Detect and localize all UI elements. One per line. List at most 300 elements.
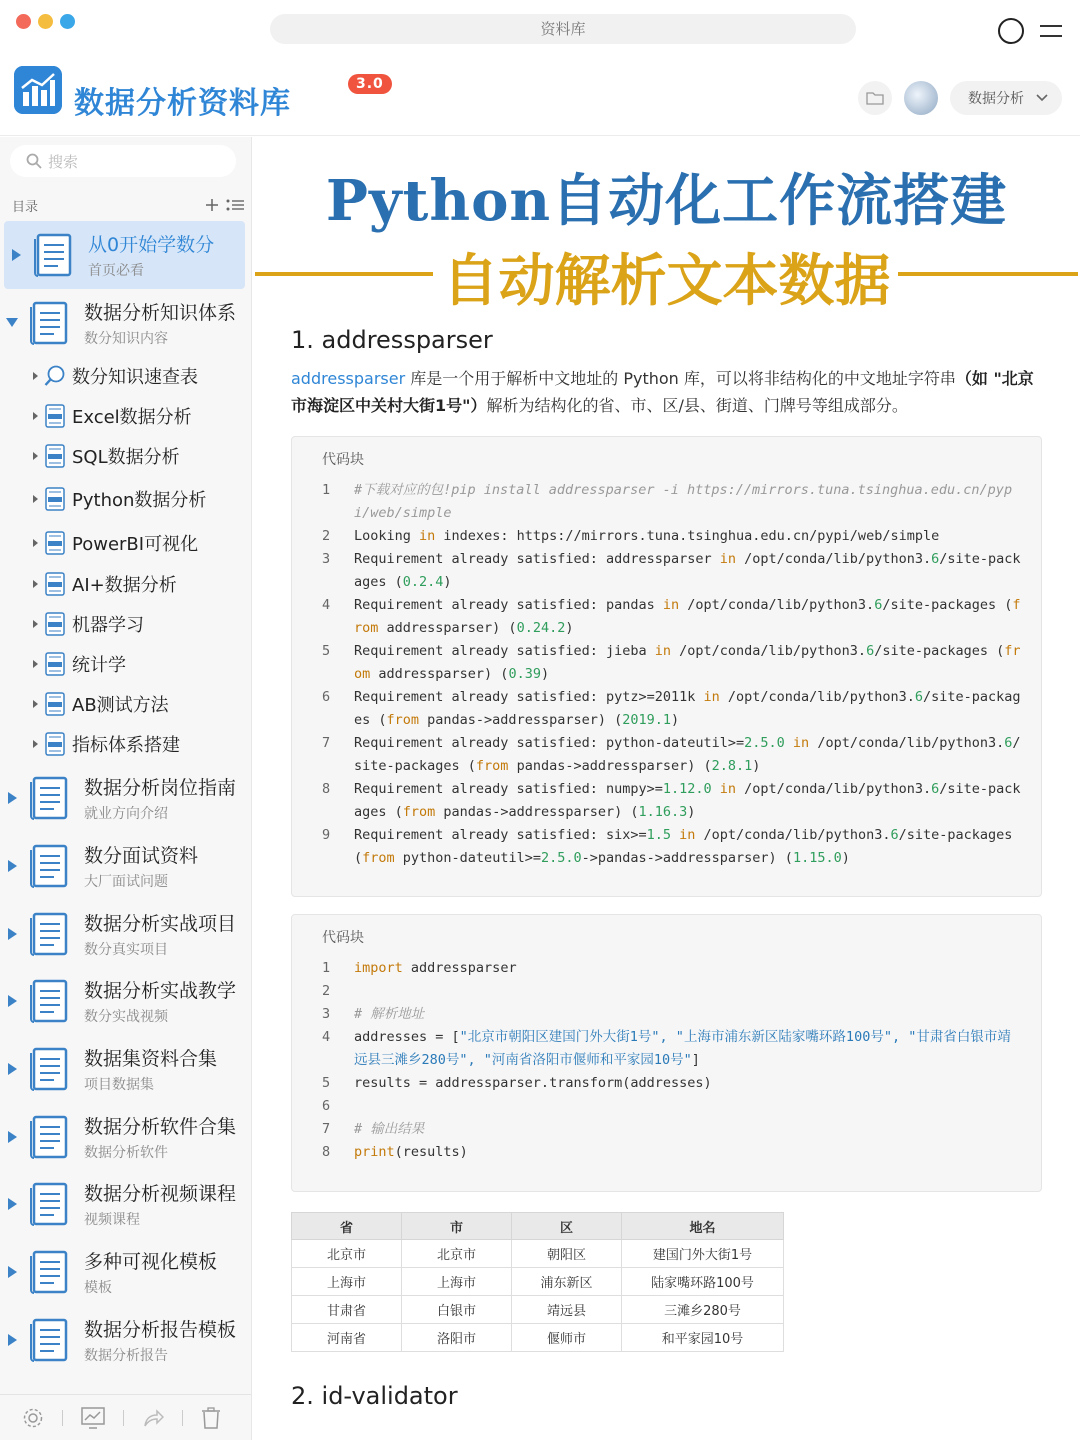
code-text: /site-packages (	[882, 597, 1013, 613]
toc-child-item[interactable]	[0, 476, 251, 522]
code-keyword: in	[654, 643, 671, 659]
toc-child-item[interactable]	[0, 522, 251, 564]
toc-child-label: AI+数据分析	[72, 575, 177, 597]
code-line	[292, 980, 1041, 1003]
expand-caret[interactable]	[30, 620, 40, 628]
toc-child-item[interactable]	[0, 604, 251, 644]
toc-item-subtitle: 数据分析软件	[84, 1144, 168, 1161]
document-icon	[30, 1318, 70, 1362]
line-number: 3	[322, 1006, 331, 1022]
article-content	[253, 137, 1080, 1440]
caret-right-icon	[33, 700, 38, 708]
table-cell: 陆家嘴环路100号	[622, 1268, 784, 1296]
mini-document-icon	[44, 572, 66, 596]
chart-icon[interactable]	[81, 1407, 105, 1429]
intro-paragraph	[291, 365, 1046, 419]
toc-child-label: Excel数据分析	[72, 407, 192, 429]
expand-caret[interactable]	[4, 249, 28, 261]
table-row	[292, 1268, 784, 1296]
toc-child-item[interactable]	[0, 684, 251, 724]
line-number: 8	[322, 1144, 331, 1160]
toc-item[interactable]	[0, 900, 251, 968]
code-text: Requirement already satisfied: jieba	[354, 643, 655, 659]
toc-item-title: 数分面试资料	[84, 844, 199, 867]
code-line	[292, 686, 1041, 732]
toc-group-knowledge[interactable]	[0, 289, 251, 357]
mini-document-icon	[44, 652, 66, 676]
code-line	[292, 732, 1041, 778]
section-heading-2: 2. id-validator	[291, 1382, 458, 1410]
expand-caret[interactable]	[0, 1198, 24, 1210]
code-text: Requirement already satisfied: pytz>=2011k	[354, 689, 704, 705]
caret-right-icon	[33, 372, 38, 380]
line-number: 7	[322, 735, 331, 751]
line-number: 5	[322, 1075, 331, 1091]
code-text: /site-packages (	[354, 781, 1021, 820]
toc-item-active[interactable]	[4, 221, 245, 289]
line-number: 4	[322, 1029, 331, 1045]
code-text: results = addressparser.transform(addresses)	[354, 1075, 712, 1091]
toc-item[interactable]	[0, 1306, 251, 1374]
document-icon	[30, 912, 70, 956]
code-keyword: from	[354, 643, 1021, 682]
code-text: Looking	[354, 528, 420, 544]
workspace-select[interactable]	[950, 81, 1062, 115]
expand-caret[interactable]	[30, 372, 40, 380]
code-text: Requirement already satisfied: addressparser	[354, 551, 720, 567]
toc-item-title: 数据分析岗位指南	[84, 777, 237, 800]
caret-right-icon	[8, 1266, 17, 1278]
line-number: 4	[322, 597, 331, 613]
table-cell: 上海市	[402, 1268, 512, 1296]
line-number: 9	[322, 827, 331, 843]
code-text: /opt/conda/lib/python3.	[719, 689, 915, 705]
window-right-controls	[998, 18, 1062, 44]
search-icon	[26, 153, 42, 169]
code-text: /site-packages (	[354, 827, 1021, 866]
code-number: 0.2.4	[402, 574, 444, 590]
mini-document-icon	[44, 531, 66, 555]
expand-caret[interactable]	[0, 1266, 24, 1278]
search-input[interactable]	[10, 145, 236, 177]
document-icon	[30, 1182, 70, 1226]
code-number: 0.24.2	[516, 620, 566, 636]
table-row	[292, 1324, 784, 1352]
code-keyword: from	[475, 758, 509, 774]
code-text: )	[540, 666, 550, 682]
code-text: indexes: https://mirrors.tuna.tsinghua.edu.cn/pypi/web/simple	[435, 528, 940, 544]
gear-icon[interactable]	[22, 1407, 44, 1429]
line-number: 6	[322, 1098, 331, 1114]
close-dot[interactable]	[16, 14, 31, 29]
table-cell: 和平家园10号	[622, 1324, 784, 1352]
document-icon	[34, 233, 74, 277]
table-cell: 白银市	[402, 1296, 512, 1324]
code-text: /opt/conda/lib/python3.	[809, 735, 1005, 751]
code-number: 2.5.0	[744, 735, 785, 751]
footer-divider	[62, 1410, 63, 1426]
caret-right-icon	[8, 928, 17, 940]
mini-document-icon	[44, 404, 66, 428]
toc-item[interactable]	[0, 967, 251, 1035]
toc-item-title: 数据分析报告模板	[84, 1318, 237, 1341]
code-comment: #下载对应的包!pip install addressparser -i https://mirrors.tuna.tsinghua.edu.cn/pypi/web/simple	[354, 482, 1013, 521]
line-number: 8	[322, 781, 331, 797]
table-cell: 偃师市	[512, 1324, 622, 1352]
code-text: /opt/conda/lib/python3.	[671, 643, 867, 659]
code-keyword: in	[679, 827, 696, 843]
code-comment: # 解析地址	[354, 1006, 425, 1022]
code-number: 0.39	[508, 666, 541, 682]
window-controls	[16, 14, 75, 29]
expand-caret[interactable]	[30, 412, 40, 420]
document-icon	[30, 979, 70, 1023]
toc-child-item[interactable]	[0, 356, 251, 396]
code-number: 6	[890, 827, 899, 843]
line-number: 1	[322, 482, 331, 498]
caret-right-icon	[8, 792, 17, 804]
document-icon	[30, 301, 70, 345]
folder-button[interactable]	[858, 81, 892, 115]
list-toggle-icon[interactable]	[226, 199, 244, 211]
toc-item-title: 从0开始学数分	[88, 233, 215, 256]
caret-right-icon	[12, 249, 21, 261]
expand-caret[interactable]	[30, 495, 40, 503]
code-keyword: in	[719, 781, 737, 797]
table-cell: 上海市	[292, 1268, 402, 1296]
line-number: 3	[322, 551, 331, 567]
caret-right-icon	[8, 860, 17, 872]
code-keyword: in	[703, 689, 720, 705]
trash-icon[interactable]	[201, 1407, 221, 1429]
workspace-label: 数据分析	[968, 91, 1024, 107]
code-text: /opt/conda/lib/python3.	[736, 551, 932, 567]
caret-right-icon	[33, 495, 38, 503]
line-number: 7	[322, 1121, 331, 1137]
toc-item-subtitle: 数分实战视频	[84, 1009, 168, 1026]
document-icon	[30, 1115, 70, 1159]
code-text: )	[671, 712, 680, 728]
expand-caret[interactable]	[30, 580, 40, 588]
code-text: Requirement already satisfied: six>=	[354, 827, 647, 843]
intro-example: （如 "北京市海淀区中关村大街1号"）	[291, 369, 1034, 415]
caret-right-icon	[8, 1131, 17, 1143]
mini-document-icon	[44, 692, 66, 716]
expand-caret[interactable]	[0, 1334, 24, 1346]
toc-item-subtitle: 首页必看	[88, 262, 144, 279]
code-text: /site-packages (	[354, 689, 1021, 728]
code-text: (results)	[394, 1144, 468, 1160]
toc-item-subtitle: 视频课程	[84, 1212, 140, 1229]
toc-label: 目录	[12, 199, 39, 215]
toc-child-item[interactable]	[0, 564, 251, 604]
expand-caret[interactable]	[0, 1063, 24, 1075]
footer-divider	[123, 1410, 124, 1426]
code-text: /opt/conda/lib/python3.	[736, 781, 932, 797]
toc-item-subtitle: 模板	[84, 1280, 112, 1297]
table-cell: 洛阳市	[402, 1324, 512, 1352]
caret-right-icon	[33, 580, 38, 588]
toc-child-label: AB测试方法	[72, 695, 169, 717]
caret-right-icon	[33, 412, 38, 420]
toc-actions	[206, 199, 244, 211]
code-text: )	[443, 574, 452, 590]
toc-item-subtitle: 数分知识内容	[84, 330, 168, 347]
code-line	[292, 957, 1041, 980]
code-keyword: in	[792, 735, 810, 751]
caret-right-icon	[8, 995, 17, 1007]
table-cell: 河南省	[292, 1324, 402, 1352]
table-header-cell: 区	[512, 1213, 622, 1240]
mini-document-icon	[44, 732, 66, 756]
chevron-down-icon	[1036, 94, 1048, 102]
table-row	[292, 1240, 784, 1268]
code-number: 6	[931, 781, 940, 797]
code-line	[292, 1072, 1041, 1095]
code-number: 6	[874, 597, 883, 613]
document-icon	[30, 1250, 70, 1294]
intro-text: 库是一个用于解析中文地址的 Python 库，可以将非结构化的中文地址字符串	[405, 369, 956, 388]
sidebar	[0, 137, 252, 1440]
toc-item-title: 数据分析实战教学	[84, 980, 237, 1003]
avatar[interactable]	[904, 81, 938, 115]
toc-child-label: 指标体系搭建	[72, 735, 180, 757]
code-line	[292, 1095, 1041, 1118]
share-icon[interactable]	[142, 1407, 164, 1429]
expand-caret[interactable]	[0, 995, 24, 1007]
caret-right-icon	[33, 452, 38, 460]
table-header-cell: 市	[402, 1213, 512, 1240]
code-text: /opt/conda/lib/python3.	[695, 827, 891, 843]
code-keyword: print	[354, 1144, 395, 1160]
table-header-cell: 地名	[622, 1213, 784, 1240]
toc-item-subtitle: 数分真实项目	[84, 941, 168, 958]
search-placeholder: 搜索	[48, 152, 79, 171]
document-icon	[30, 1047, 70, 1091]
zoom-dot[interactable]	[60, 14, 75, 29]
document-icon	[30, 844, 70, 888]
code-text: )	[687, 804, 696, 820]
expand-caret[interactable]	[0, 860, 24, 872]
code-text: pandas->addressparser) (	[419, 712, 623, 728]
toc-item[interactable]	[0, 1171, 251, 1239]
code-keyword: import	[354, 960, 403, 976]
code-line	[292, 778, 1041, 824]
toc-child-item[interactable]	[0, 436, 251, 476]
minimize-dot[interactable]	[38, 14, 53, 29]
code-line	[292, 548, 1041, 594]
code-lines	[292, 957, 1041, 1164]
toc-item-subtitle: 数据分析报告	[84, 1347, 168, 1364]
code-text: addresses = [	[354, 1029, 460, 1045]
toc-child-label: 统计学	[72, 655, 126, 677]
code-text: )	[565, 620, 574, 636]
addressparser-link[interactable]: addressparser	[291, 369, 406, 388]
code-text: python-dateutil>=	[394, 850, 541, 866]
line-number: 5	[322, 643, 331, 659]
toc-child-item[interactable]	[0, 644, 251, 684]
caret-right-icon	[33, 740, 38, 748]
intro-text: 解析为结构化的省、市、区/县、街道、门牌号等组成部分。	[486, 396, 908, 415]
toc-item-title: 数据分析知识体系	[84, 301, 237, 324]
toc-child-item[interactable]	[0, 724, 251, 764]
code-number: 1.16.3	[638, 804, 688, 820]
mini-document-icon	[44, 612, 66, 636]
caret-right-icon	[33, 620, 38, 628]
code-keyword: from	[402, 804, 436, 820]
table-row	[292, 1296, 784, 1324]
code-text: /site-packages (	[874, 643, 1005, 659]
toc-item-title: 数据分析实战项目	[84, 912, 237, 935]
code-number: 6	[914, 689, 923, 705]
code-block-label: 代码块	[322, 452, 364, 468]
code-number: 2.8.1	[711, 758, 753, 774]
record-circle-icon[interactable]	[998, 18, 1024, 44]
code-keyword: from	[362, 850, 395, 866]
section-heading-1: 1. addressparser	[291, 326, 493, 354]
expand-caret[interactable]	[30, 740, 40, 748]
result-table	[291, 1212, 784, 1352]
code-text: pandas->addressparser) (	[435, 804, 639, 820]
toc-child-item[interactable]	[0, 396, 251, 436]
code-string: "北京市朝阳区建国门外大街1号", "上海市浦东新区陆家嘴环路100号", "甘肃省白银市靖远县三滩乡280号", "河南省洛阳市偃师和平家园10号"	[354, 1029, 1011, 1068]
expand-caret[interactable]	[0, 1131, 24, 1143]
code-block-label: 代码块	[322, 930, 364, 946]
toc-item[interactable]	[0, 832, 251, 900]
expand-caret[interactable]	[30, 539, 40, 547]
line-number: 6	[322, 689, 331, 705]
plus-icon[interactable]	[206, 199, 218, 211]
line-number: 2	[322, 528, 331, 544]
code-number: 1.12.0	[662, 781, 712, 797]
code-block-2	[291, 914, 1042, 1192]
toc-item-title: 数据集资料合集	[84, 1047, 218, 1070]
expand-caret[interactable]	[0, 928, 24, 940]
table-cell: 北京市	[292, 1240, 402, 1268]
toc-item[interactable]	[0, 1238, 251, 1306]
toc-item-subtitle: 就业方向介绍	[84, 806, 168, 823]
code-text: /site-packages (	[354, 551, 1021, 590]
code-text: )	[841, 850, 850, 866]
toc-header	[12, 195, 244, 215]
expand-caret[interactable]	[30, 660, 40, 668]
toc-item-subtitle: 大厂面试问题	[84, 873, 168, 890]
magnifier-icon	[44, 364, 66, 388]
caret-right-icon	[8, 1198, 17, 1210]
hero-subtitle-block	[253, 237, 1080, 314]
hero-title: Python自动化工作流搭建	[325, 168, 1008, 234]
code-block-1	[291, 436, 1042, 897]
toc-item[interactable]	[0, 1103, 251, 1171]
code-number: 1.15.0	[792, 850, 842, 866]
code-line	[292, 1026, 1041, 1072]
code-text: Requirement already satisfied: numpy>=	[354, 781, 663, 797]
code-line	[292, 594, 1041, 640]
caret-down-icon	[6, 318, 18, 327]
code-text: Requirement already satisfied: pandas	[354, 597, 663, 613]
expand-caret[interactable]	[30, 700, 40, 708]
code-number: 6	[1004, 735, 1013, 751]
app-header	[0, 60, 1080, 136]
code-number: 2019.1	[622, 712, 672, 728]
code-text: Requirement already satisfied: python-dateutil>=	[354, 735, 745, 751]
code-number: 2.5.0	[540, 850, 582, 866]
code-number: 6	[931, 551, 940, 567]
mini-document-icon	[44, 487, 66, 511]
toc-item[interactable]	[0, 1035, 251, 1103]
code-text: /opt/conda/lib/python3.	[679, 597, 875, 613]
window-title-search[interactable]: 资料库	[270, 14, 856, 44]
code-keyword: from	[386, 712, 420, 728]
code-line	[292, 640, 1041, 686]
document-icon	[30, 776, 70, 820]
header-right	[858, 81, 1062, 115]
code-line	[292, 824, 1041, 870]
code-line	[292, 525, 1041, 548]
toc-item[interactable]	[0, 764, 251, 832]
title-bar	[0, 0, 1080, 60]
caret-right-icon	[8, 1063, 17, 1075]
code-text: /site-packages (	[354, 735, 1021, 774]
table-cell: 建国门外大街1号	[622, 1240, 784, 1268]
toc-child-label: 数分知识速查表	[72, 367, 198, 389]
app-title	[74, 76, 384, 122]
toc-child-label: PowerBI可视化	[72, 534, 199, 556]
table-cell: 靖远县	[512, 1296, 622, 1324]
code-number: 1.5	[646, 827, 671, 843]
code-line	[292, 1003, 1041, 1026]
menu-icon[interactable]	[1040, 24, 1062, 38]
toc-item-title: 多种可视化模板	[84, 1251, 218, 1274]
expand-caret[interactable]	[30, 452, 40, 460]
code-text: addressparser) (	[378, 620, 517, 636]
table-cell: 北京市	[402, 1240, 512, 1268]
code-text: addressparser	[402, 960, 517, 976]
code-lines	[292, 479, 1041, 870]
toc-child-label: 机器学习	[72, 615, 144, 637]
code-text: addressparser) (	[370, 666, 509, 682]
caret-right-icon	[33, 660, 38, 668]
code-text: ->pandas->addressparser) (	[581, 850, 793, 866]
chart-logo-icon	[14, 66, 62, 114]
toc-item-title: 数据分析软件合集	[84, 1115, 237, 1138]
code-number: 6	[866, 643, 875, 659]
table-cell: 甘肃省	[292, 1296, 402, 1324]
version-badge: 3.0	[348, 74, 392, 94]
app-title-text: 数据分析资料库	[74, 86, 291, 121]
caret-right-icon	[33, 539, 38, 547]
line-number: 2	[322, 983, 331, 999]
sidebar-footer	[0, 1394, 251, 1440]
code-line	[292, 479, 1041, 525]
code-keyword: in	[419, 528, 436, 544]
caret-right-icon	[8, 1334, 17, 1346]
code-line	[292, 1118, 1041, 1141]
hero-subtitle: 自动解析文本数据	[442, 248, 891, 314]
toc-item-subtitle: 项目数据集	[84, 1076, 154, 1093]
code-keyword: from	[354, 597, 1021, 636]
expand-caret[interactable]	[0, 792, 24, 804]
table-header-row	[292, 1213, 784, 1240]
code-keyword: in	[719, 551, 737, 567]
table-cell: 朝阳区	[512, 1240, 622, 1268]
expand-caret[interactable]	[0, 318, 24, 327]
mini-document-icon	[44, 444, 66, 468]
line-number: 1	[322, 960, 331, 976]
toc-child-label: SQL数据分析	[72, 447, 180, 469]
table-cell: 三滩乡280号	[622, 1296, 784, 1324]
code-text: pandas->addressparser) (	[508, 758, 712, 774]
